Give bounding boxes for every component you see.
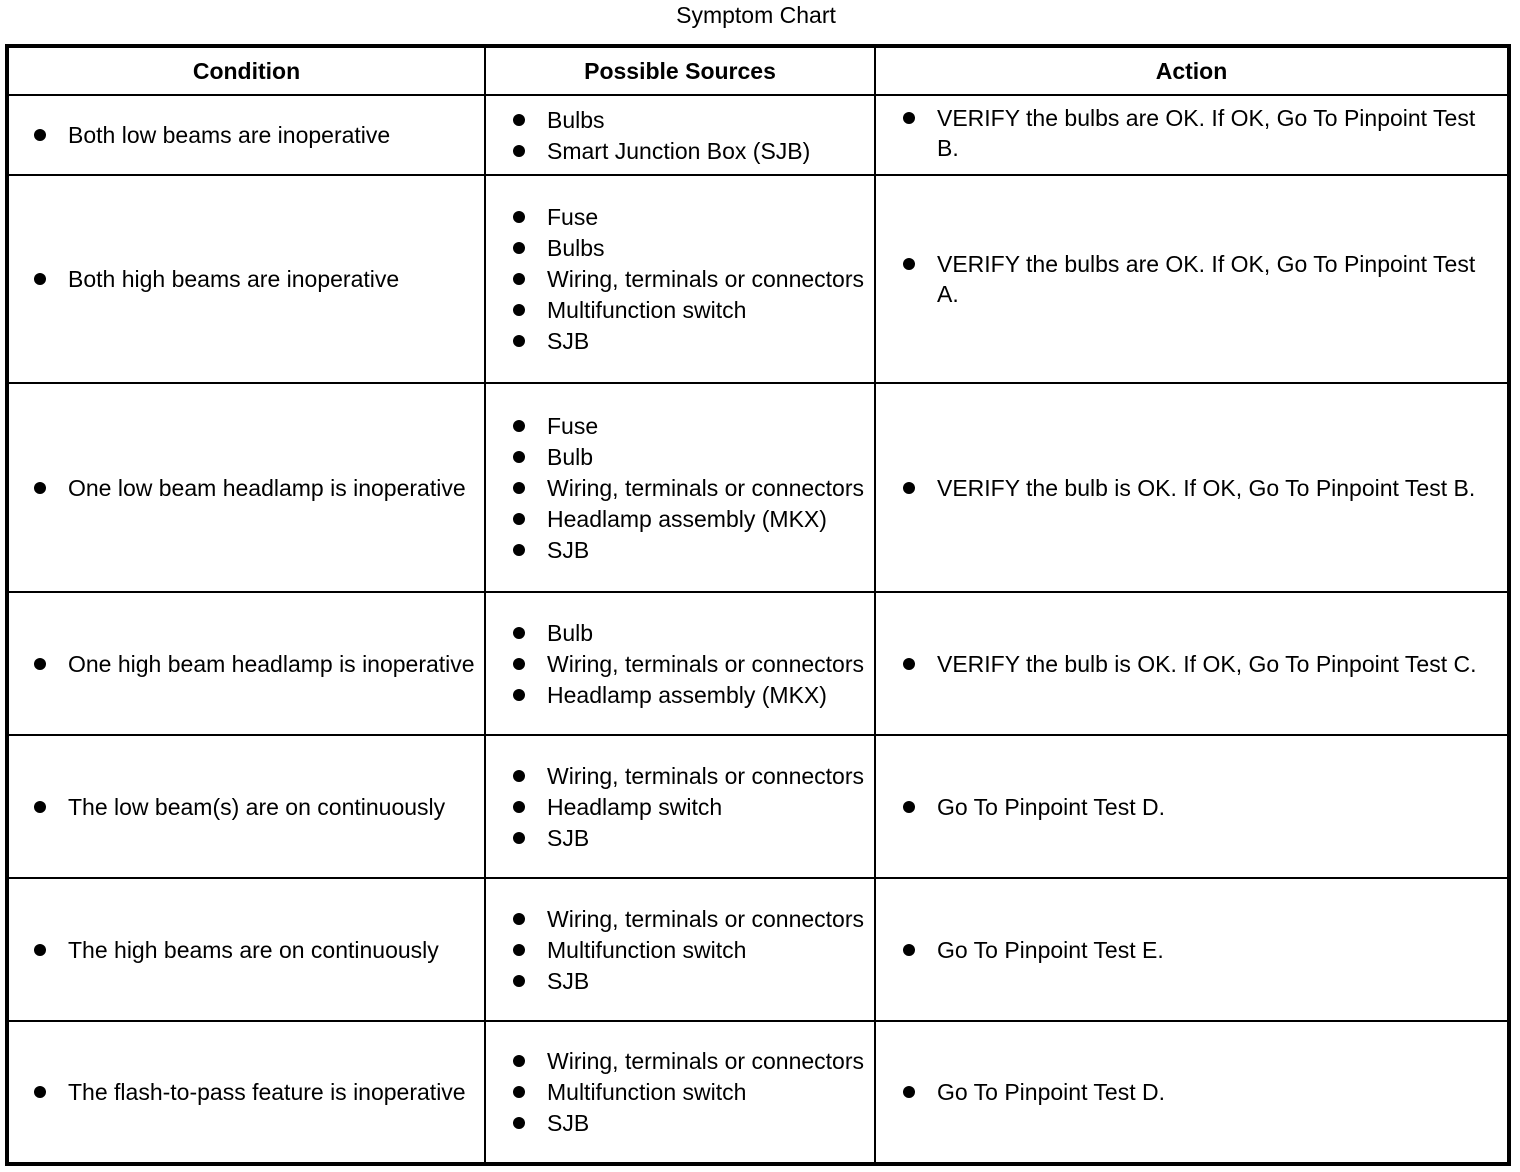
source-item: Wiring, terminals or connectors <box>513 761 866 791</box>
source-item: Wiring, terminals or connectors <box>513 904 866 934</box>
source-item: Multifunction switch <box>513 1077 866 1107</box>
table-row <box>7 1021 1509 1164</box>
condition-text: The flash-to-pass feature is inoperative <box>34 1077 476 1107</box>
sources-cell <box>485 878 875 1021</box>
source-item: Headlamp assembly (MKX) <box>513 504 866 534</box>
action-cell <box>875 878 1509 1021</box>
source-item: Bulb <box>513 442 866 472</box>
header-row <box>7 46 1509 95</box>
source-item: SJB <box>513 823 866 853</box>
source-item: Fuse <box>513 202 866 232</box>
table-row <box>7 95 1509 175</box>
source-item: Wiring, terminals or connectors <box>513 473 866 503</box>
source-item: SJB <box>513 326 866 356</box>
table-row <box>7 592 1509 735</box>
action-cell <box>875 383 1509 592</box>
table-row <box>7 383 1509 592</box>
action-text: Go To Pinpoint Test D. <box>903 1077 1497 1107</box>
source-item: Headlamp assembly (MKX) <box>513 680 866 710</box>
source-item: Multifunction switch <box>513 295 866 325</box>
sources-cell <box>485 592 875 735</box>
action-text: Go To Pinpoint Test D. <box>903 792 1497 822</box>
action-cell <box>875 592 1509 735</box>
sources-cell <box>485 95 875 175</box>
sources-cell <box>485 1021 875 1164</box>
sources-cell <box>485 383 875 592</box>
sources-cell <box>485 175 875 383</box>
condition-cell <box>7 878 485 1021</box>
header-sources: Possible Sources <box>485 46 875 95</box>
sources-cell <box>485 735 875 878</box>
condition-cell <box>7 1021 485 1164</box>
source-item: Bulbs <box>513 233 866 263</box>
source-item: Bulbs <box>513 105 866 135</box>
action-cell <box>875 735 1509 878</box>
condition-text: Both high beams are inoperative <box>34 264 476 294</box>
condition-text: One low beam headlamp is inoperative <box>34 473 476 503</box>
action-text: VERIFY the bulb is OK. If OK, Go To Pinpoint Test B. <box>903 473 1497 503</box>
source-item: Multifunction switch <box>513 935 866 965</box>
action-text: VERIFY the bulbs are OK. If OK, Go To Pinpoint Test A. <box>903 249 1497 309</box>
table-row <box>7 878 1509 1021</box>
action-cell <box>875 1021 1509 1164</box>
header-condition: Condition <box>7 46 485 95</box>
source-item: Wiring, terminals or connectors <box>513 649 866 679</box>
symptom-table <box>5 44 1511 1166</box>
condition-text: The high beams are on continuously <box>34 935 476 965</box>
source-item: Smart Junction Box (SJB) <box>513 136 866 166</box>
condition-cell <box>7 175 485 383</box>
action-text: Go To Pinpoint Test E. <box>903 935 1497 965</box>
condition-cell <box>7 383 485 592</box>
table-body <box>7 95 1509 1164</box>
header-action: Action <box>875 46 1509 95</box>
chart-title: Symptom Chart <box>676 2 836 28</box>
condition-cell <box>7 592 485 735</box>
source-item: Wiring, terminals or connectors <box>513 1046 866 1076</box>
action-cell <box>875 175 1509 383</box>
source-item: SJB <box>513 535 866 565</box>
action-text: VERIFY the bulb is OK. If OK, Go To Pinpoint Test C. <box>903 649 1497 679</box>
table-row <box>7 175 1509 383</box>
action-text: VERIFY the bulbs are OK. If OK, Go To Pinpoint Test B. <box>903 103 1497 163</box>
source-item: Headlamp switch <box>513 792 866 822</box>
source-item: SJB <box>513 1108 866 1138</box>
source-item: Wiring, terminals or connectors <box>513 264 866 294</box>
source-item: Fuse <box>513 411 866 441</box>
condition-cell <box>7 95 485 175</box>
condition-text: Both low beams are inoperative <box>34 120 476 150</box>
source-item: Bulb <box>513 618 866 648</box>
action-cell <box>875 95 1509 175</box>
condition-cell <box>7 735 485 878</box>
condition-text: The low beam(s) are on continuously <box>34 792 476 822</box>
source-item: SJB <box>513 966 866 996</box>
table-row <box>7 735 1509 878</box>
condition-text: One high beam headlamp is inoperative <box>34 649 476 679</box>
